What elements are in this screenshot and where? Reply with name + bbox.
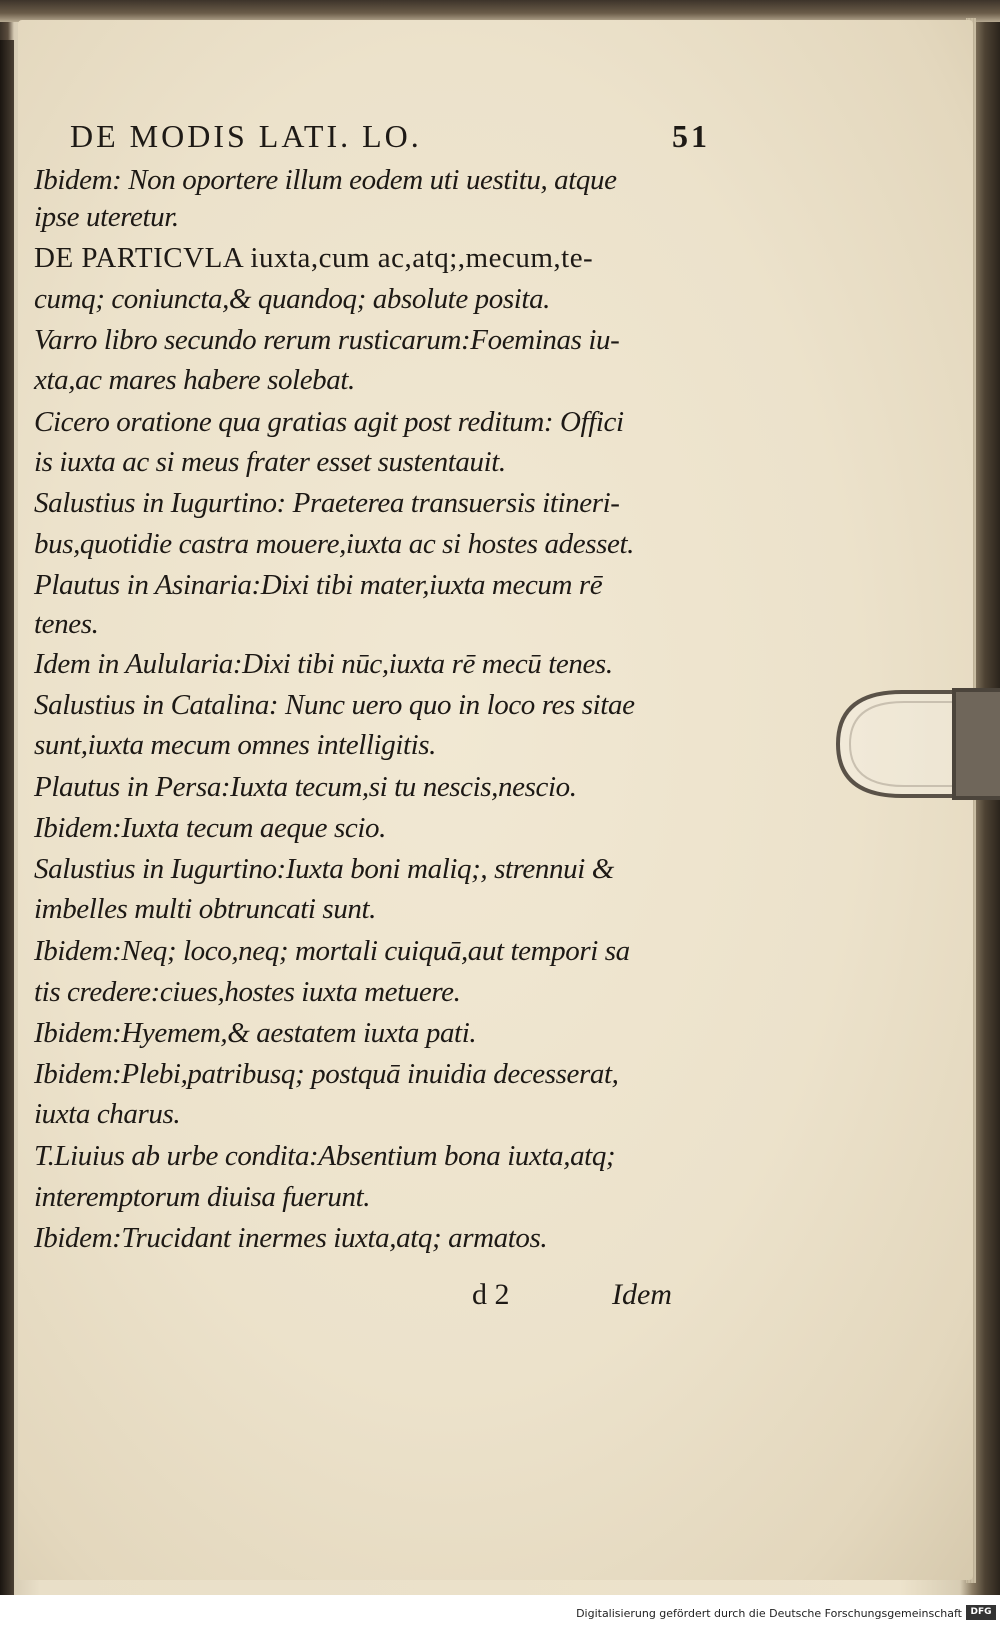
text-line: Cicero oratione qua gratias agit post reditum: Offici <box>34 406 624 438</box>
text-line: Ibidem: Non oportere illum eodem uti uestitu, atque <box>34 164 617 196</box>
text-line: cumq; coniuncta,& quandoq; absolute posita. <box>34 283 551 315</box>
text-line: is iuxta ac si meus frater esset sustentauit. <box>34 446 506 478</box>
running-header <box>70 118 710 158</box>
text-line: Salustius in Catalina: Nunc uero quo in loco res sitae <box>34 689 635 721</box>
text-line: ipse uteretur. <box>34 201 179 233</box>
text-line: Ibidem:Plebi,patribusq; postquā inuidia decesserat, <box>34 1058 619 1090</box>
dfg-logo-icon: DFG <box>966 1605 996 1620</box>
signature-mark: d 2 <box>472 1278 510 1311</box>
text-line: Ibidem:Hyemem,& aestatem iuxta pati. <box>34 1017 477 1049</box>
text-line: Plautus in Asinaria:Dixi tibi mater,iuxta mecum rē <box>34 569 603 601</box>
binding-shadow <box>0 40 14 1595</box>
text-line: Ibidem:Iuxta tecum aeque scio. <box>34 812 386 844</box>
text-line: Ibidem:Trucidant inermes iuxta,atq; armatos. <box>34 1222 548 1254</box>
text-line: Ibidem:Neq; loco,neq; mortali cuiquā,aut tempori sa <box>34 935 630 967</box>
folio-number: 51 <box>672 118 710 154</box>
section-heading: DE PARTICVLA iuxta,cum ac,atq;,mecum,te- <box>34 242 594 274</box>
text-line: Idem in Aulularia:Dixi tibi nūc,iuxta rē mecū tenes. <box>34 648 613 680</box>
text-line: Salustius in Iugurtino: Praeterea transuersis itineri- <box>34 487 620 519</box>
text-line: imbelles multi obtruncati sunt. <box>34 893 377 925</box>
text-line: xta,ac mares habere solebat. <box>34 364 355 396</box>
text-line: Varro libro secundo rerum rusticarum:Foeminas iu- <box>34 324 620 356</box>
text-line: tis credere:ciues,hostes iuxta metuere. <box>34 976 461 1008</box>
credit-text: Digitalisierung gefördert durch die Deutsche Forschungsgemeinschaft <box>576 1607 962 1620</box>
page-clip-icon <box>832 684 1000 804</box>
text-line: bus,quotidie castra mouere,iuxta ac si hostes adesset. <box>34 528 634 560</box>
text-line: T.Liuius ab urbe condita:Absentium bona iuxta,atq; <box>34 1140 616 1172</box>
catchword: Idem <box>612 1278 672 1311</box>
running-title: DE MODIS LATI. LO. <box>70 118 422 154</box>
text-line: interemptorum diuisa fuerunt. <box>34 1181 371 1213</box>
text-line: Plautus in Persa:Iuxta tecum,si tu nescis,nescio. <box>34 771 577 803</box>
book-top-edge <box>0 0 1000 22</box>
text-line: Salustius in Iugurtino:Iuxta boni maliq;, strennui & <box>34 853 614 885</box>
text-line: tenes. <box>34 608 99 640</box>
text-line: iuxta charus. <box>34 1098 181 1130</box>
text-line: sunt,iuxta mecum omnes intelligitis. <box>34 729 437 761</box>
credit-bar <box>0 1595 1000 1629</box>
